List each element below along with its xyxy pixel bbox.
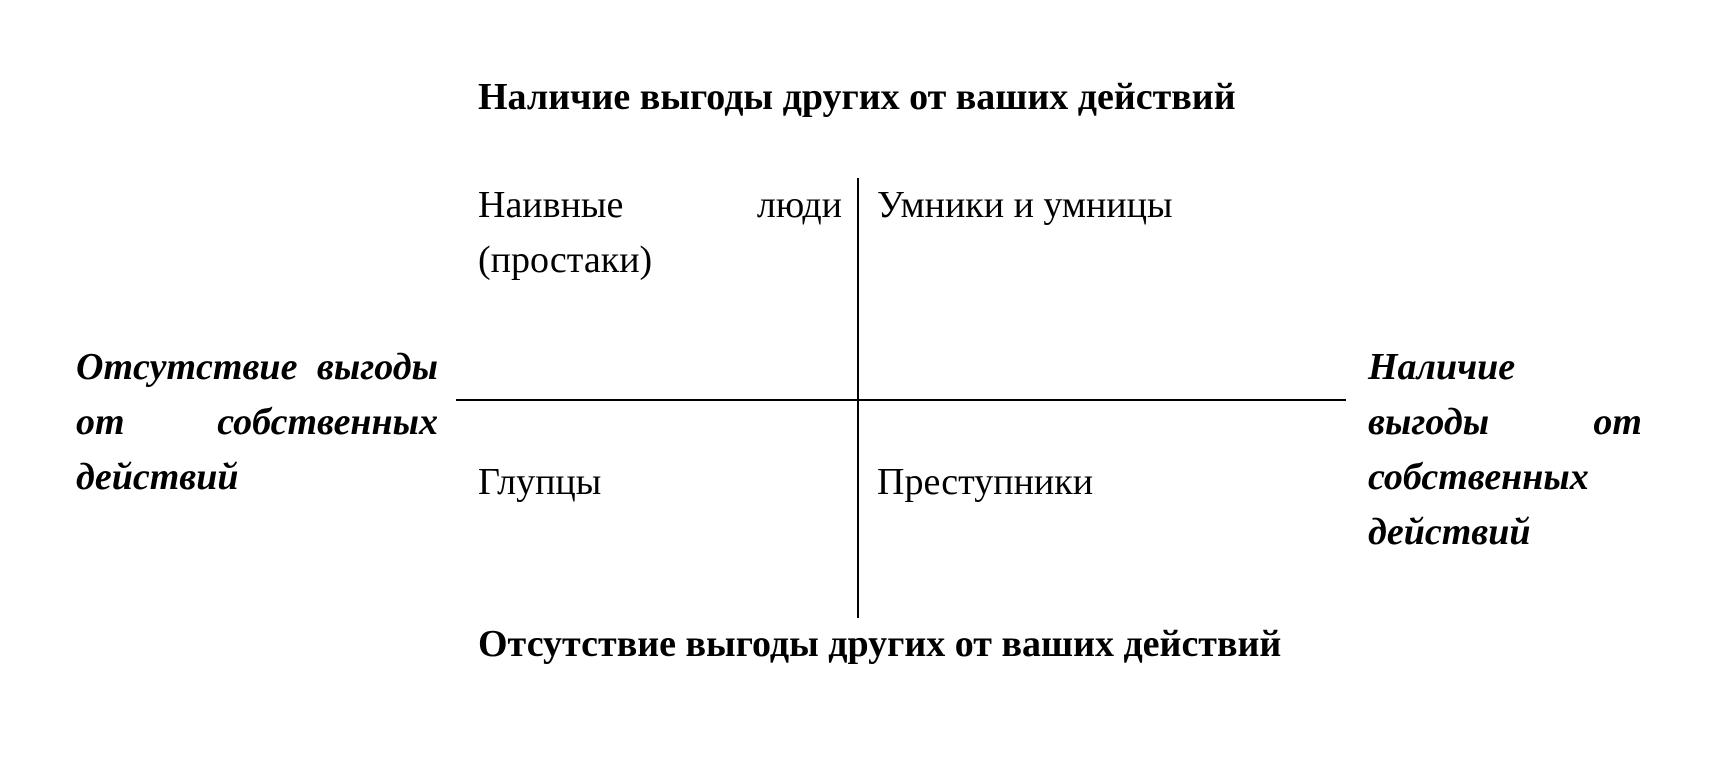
horizontal-axis-line [456,399,1346,401]
vertical-axis-line [857,178,859,618]
right-axis-label: Наличие выгоды от собственных действий [1368,346,1642,553]
quadrant-top-right-label: Умники и умницы [877,184,1173,226]
quadrant-bottom-left-label: Глупцы [478,461,602,503]
left-axis-label: Отсутствие выгоды от собственных действий [76,346,438,498]
quadrant-top-left-label: Наивные люди (простаки) [478,184,842,281]
top-axis-label: Наличие выгоды других от ваших действий [478,76,1236,118]
quadrant-bottom-right-label: Преступники [877,461,1094,503]
bottom-axis-label: Отсутствие выгоды других от ваших действий [478,623,1282,665]
